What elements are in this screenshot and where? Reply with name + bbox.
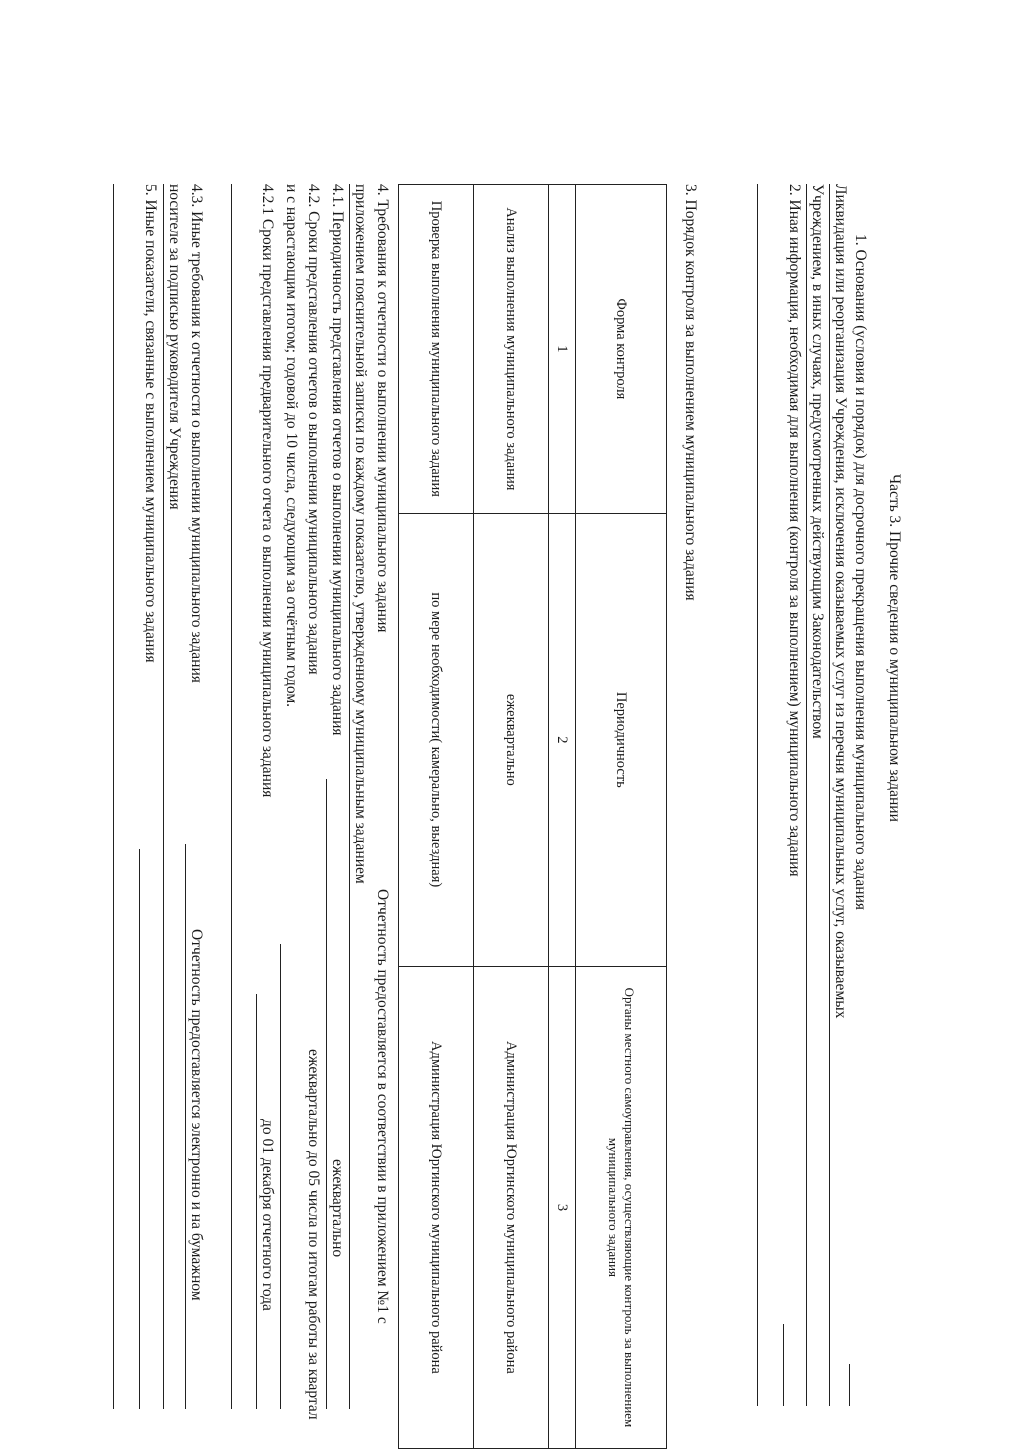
control-table	[398, 184, 667, 1449]
item-4-3-underline-2	[163, 184, 164, 1409]
column-number-1: 1	[549, 185, 576, 514]
item-4-2-label: 4.2. Сроки представления отчетов о выполнении муниципального задания	[305, 184, 322, 675]
row-2-authority: Администрация Юргинского муниципального района	[399, 966, 474, 1448]
item-4-1-underline	[326, 779, 327, 1409]
item-4-2-1-underline	[256, 994, 257, 1409]
section-2-heading: 2. Иная информация, необходимая для выполнения (контроля за выполнением) муниципального задания	[786, 184, 803, 877]
item-4-3-line-2: носителе за подписью руководителя Учреждения	[166, 184, 183, 510]
section-1-fill-line	[849, 1364, 850, 1406]
section-1-underline-2	[806, 184, 807, 1406]
item-4-2-1-value: до 01 декабря отчетного года	[259, 1119, 276, 1311]
section-4-heading-line-2: приложением пояснительной записки по каждому показателю, утвержденному муниципальным заданием	[352, 184, 369, 884]
section-4-underline	[349, 184, 350, 1409]
item-4-2-line-2: и с нарастающим итогом; годовой до 10 числа, следующим за отчётным годом.	[283, 184, 300, 707]
section-5-fill-line	[139, 849, 140, 1409]
row-2-control-form: Проверка выполнения муниципального задания	[399, 185, 474, 514]
section-5-underline	[113, 184, 114, 1409]
column-number-3: 3	[549, 966, 576, 1448]
item-4-2-1-extra-line	[231, 184, 232, 1409]
header-periodicity: Периодичность	[576, 513, 667, 966]
rotated-document-page	[102, 44, 922, 1428]
header-control-form: Форма контроля	[576, 185, 667, 514]
section-4-heading: 4. Требования к отчетности о выполнении муниципального задания	[374, 184, 391, 633]
table-row	[399, 185, 474, 1449]
item-4-3-underline	[185, 844, 186, 1409]
section-5-heading: 5. Иные показатели, связанные с выполнением муниципального задания	[142, 184, 159, 663]
row-1-authority: Администрация Юргинского муниципального района	[474, 966, 549, 1448]
section-1-text-line-1: Ликвидация или реорганизация Учреждения, исключения оказываемых услуг из перечня муниципальных услуг, оказываемых	[832, 184, 849, 1019]
section-1-heading: 1. Основания (условия и порядок) для досрочного прекращения выполнения муниципального задания	[852, 234, 869, 911]
table-header-row	[576, 185, 667, 1449]
document-title: Часть 3. Прочие сведения о муниципальном задании	[886, 474, 903, 822]
section-2-fill-line	[783, 1324, 784, 1406]
item-4-2-1-label: 4.2.1 Сроки представления предварительного отчета о выполнении муниципального задания	[259, 184, 276, 798]
table-number-row	[549, 185, 576, 1449]
section-1-underline-1	[829, 184, 830, 1406]
item-4-1-label: 4.1. Периодичность представления отчетов о выполнении муниципального задания	[329, 184, 346, 736]
row-2-periodicity: по мере необходимости( камерально, выездная)	[399, 513, 474, 966]
header-authorities: Органы местного самоуправления, осуществляющие контроль за выполнением муниципального задания	[576, 966, 667, 1448]
item-4-2-value: ежеквартально до 05 числа по итогам работы за квартал	[305, 1049, 322, 1420]
column-number-2: 2	[549, 513, 576, 966]
section-1-text-line-2: Учреждением, в иных случаях, предусмотренных действующим Законодательством	[809, 184, 826, 739]
item-4-2-underline	[280, 944, 281, 1409]
section-2-underline	[757, 184, 758, 1406]
item-4-3-value: Отчетность предоставляется электронно и на бумажном	[188, 929, 205, 1301]
table-row	[474, 185, 549, 1449]
item-4-3-label: 4.3. Иные требования к отчетности о выполнении муниципального задания	[188, 184, 205, 683]
section-4-heading-value: Отчетность предоставляется в соответствии в приложением №1 с	[374, 889, 391, 1324]
item-4-1-value: ежеквартально	[329, 1159, 346, 1258]
section-3-heading: 3. Порядок контроля за выполнением муниципального задания	[682, 184, 699, 601]
row-1-control-form: Анализ выполнения муниципального задания	[474, 185, 549, 514]
row-1-periodicity: ежеквартально	[474, 513, 549, 966]
